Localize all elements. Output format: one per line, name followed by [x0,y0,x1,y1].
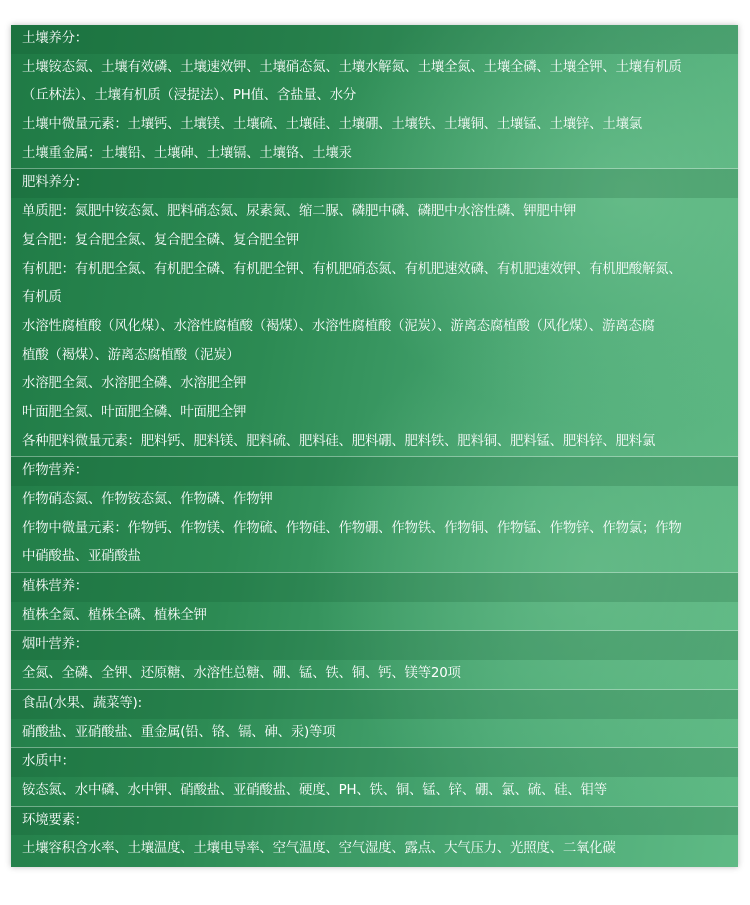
item-line: 植株全氮、植株全磷、植株全钾 [22,607,207,623]
category-section [11,689,738,747]
item-line: 植酸（褐煤）、游离态腐植酸（泥炭） [22,347,240,363]
test-items-panel [11,25,738,867]
category-title: 作物营养： [11,457,738,486]
item-line: 土壤容积含水率、土壤温度、土壤电导率、空气温度、空气湿度、露点、大气压力、光照度、二氧化碳 [22,841,616,857]
item-line: （丘林法）、土壤有机质（浸提法）、PH值、含盐量、水分 [22,88,357,104]
category-title: 植株营养： [11,573,738,602]
item-line: 铵态氮、水中磷、水中钾、硝酸盐、亚硝酸盐、硬度、PH、铁、铜、锰、锌、硼、氯、硫、硅、钼等 [22,782,607,798]
item-line: 水溶性腐植酸（风化煤）、水溶性腐植酸（褐煤）、水溶性腐植酸（泥炭）、游离态腐植酸（风化煤）、游离态腐 [22,318,655,334]
item-line: 复合肥：复合肥全氮、复合肥全磷、复合肥全钾 [22,232,300,248]
item-line: 有机质 [22,290,62,306]
item-line: 硝酸盐、亚硝酸盐、重金属(铅、铬、镉、砷、汞)等项 [22,724,336,740]
category-title: 烟叶营养： [11,631,738,660]
item-line: 土壤重金属：土壤铅、土壤砷、土壤镉、土壤铬、土壤汞 [22,145,352,161]
category-section [11,168,738,456]
category-title: 土壤养分： [11,25,738,54]
item-line: 土壤中微量元素：土壤钙、土壤镁、土壤硫、土壤硅、土壤硼、土壤铁、土壤铜、土壤锰、土壤锌、土壤氯 [22,117,642,133]
item-line: 全氮、全磷、全钾、还原糖、水溶性总糖、硼、锰、铁、铜、钙、镁等20项 [22,666,461,682]
category-section [11,630,738,688]
category-section [11,572,738,630]
item-line: 有机肥：有机肥全氮、有机肥全磷、有机肥全钾、有机肥硝态氮、有机肥速效磷、有机肥速效钾、有机肥酸解氮、 [22,261,682,277]
item-line: 各种肥料微量元素：肥料钙、肥料镁、肥料硫、肥料硅、肥料硼、肥料铁、肥料铜、肥料锰、肥料锌、肥料氯 [22,433,656,449]
item-line: 单质肥：氮肥中铵态氮、肥料硝态氮、尿素氮、缩二脲、磷肥中磷、磷肥中水溶性磷、钾肥中钾 [22,204,577,220]
item-line: 中硝酸盐、亚硝酸盐 [22,549,141,565]
category-section [11,456,738,572]
category-title: 水质中： [11,748,738,777]
category-title: 肥料养分： [11,169,738,198]
category-section [11,25,738,168]
category-section [11,806,738,864]
category-title: 环境要素： [11,807,738,836]
item-line: 水溶肥全氮、水溶肥全磷、水溶肥全钾 [22,376,247,392]
item-line: 作物硝态氮、作物铵态氮、作物磷、作物钾 [22,492,273,507]
item-line: 作物中微量元素：作物钙、作物镁、作物硫、作物硅、作物硼、作物铁、作物铜、作物锰、作物锌、作物氯；作物 [22,520,682,536]
item-line: 叶面肥全氮、叶面肥全磷、叶面肥全钾 [22,404,247,420]
category-section [11,747,738,805]
category-title: 食品(水果、蔬菜等): [11,690,738,719]
item-line: 土壤铵态氮、土壤有效磷、土壤速效钾、土壤硝态氮、土壤水解氮、土壤全氮、土壤全磷、土壤全钾、土壤有机质 [22,59,682,75]
